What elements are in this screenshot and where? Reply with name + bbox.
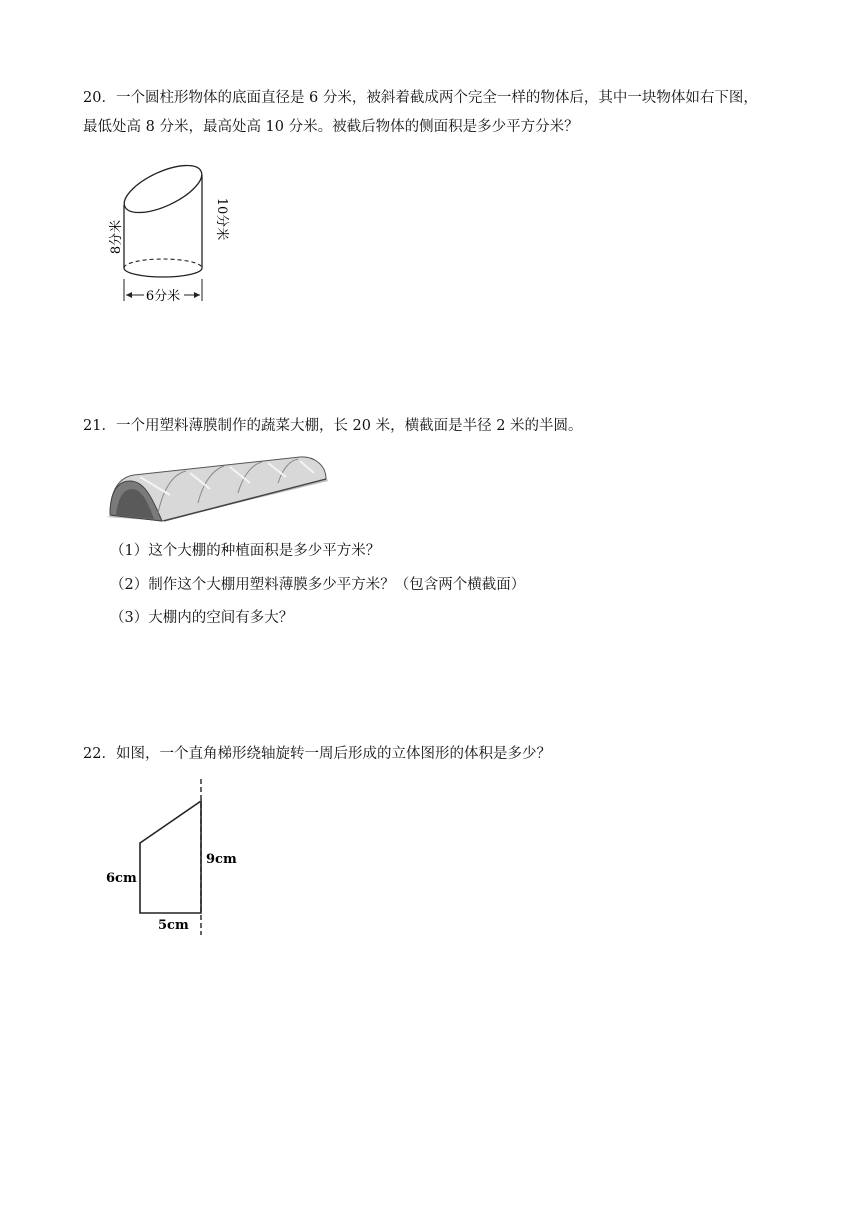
high-height-label: 10分米 xyxy=(214,197,229,241)
question-21-sub-1: （1）这个大棚的种植面积是多少平方米？ xyxy=(110,543,381,559)
question-20-line-1: 20．一个圆柱形物体的底面直径是 6 分米，被斜着截成两个完全一样的物体后，其中一块物体如右下图， xyxy=(83,90,758,106)
right-trapezoid-figure xyxy=(100,775,250,940)
question-22 xyxy=(83,740,551,769)
question-21 xyxy=(83,412,583,441)
trapezoid xyxy=(140,801,201,913)
base-front xyxy=(124,268,202,277)
question-21-text: 21．一个用塑料薄膜制作的蔬菜大棚，长 20 米，横截面是半径 2 米的半圆。 xyxy=(83,418,583,434)
cut-cylinder-figure xyxy=(100,155,230,310)
base-back-dashed xyxy=(124,259,202,268)
right-side-label: 9cm xyxy=(206,852,237,867)
arrow-left xyxy=(126,292,132,298)
low-height-label: 8分米 xyxy=(109,219,124,255)
question-20-line-2: 最低处高 8 分米，最高处高 10 分米。被截后物体的侧面积是多少平方分米？ xyxy=(83,119,579,135)
diameter-label: 6分米 xyxy=(145,289,181,304)
bottom-side-label: 5cm xyxy=(158,918,189,933)
question-21-sub-3: （3）大棚内的空间有多大？ xyxy=(110,610,294,626)
arrow-right xyxy=(194,292,200,298)
question-21-sub-2: （2）制作这个大棚用塑料薄膜多少平方米？（包含两个横截面） xyxy=(110,577,526,593)
slanted-top-ellipse xyxy=(118,156,208,222)
greenhouse-illustration xyxy=(100,455,336,527)
left-side-label: 6cm xyxy=(106,871,137,886)
question-22-text: 22．如图，一个直角梯形绕轴旋转一周后形成的立体图形的体积是多少？ xyxy=(83,746,551,762)
question-20 xyxy=(83,84,758,142)
